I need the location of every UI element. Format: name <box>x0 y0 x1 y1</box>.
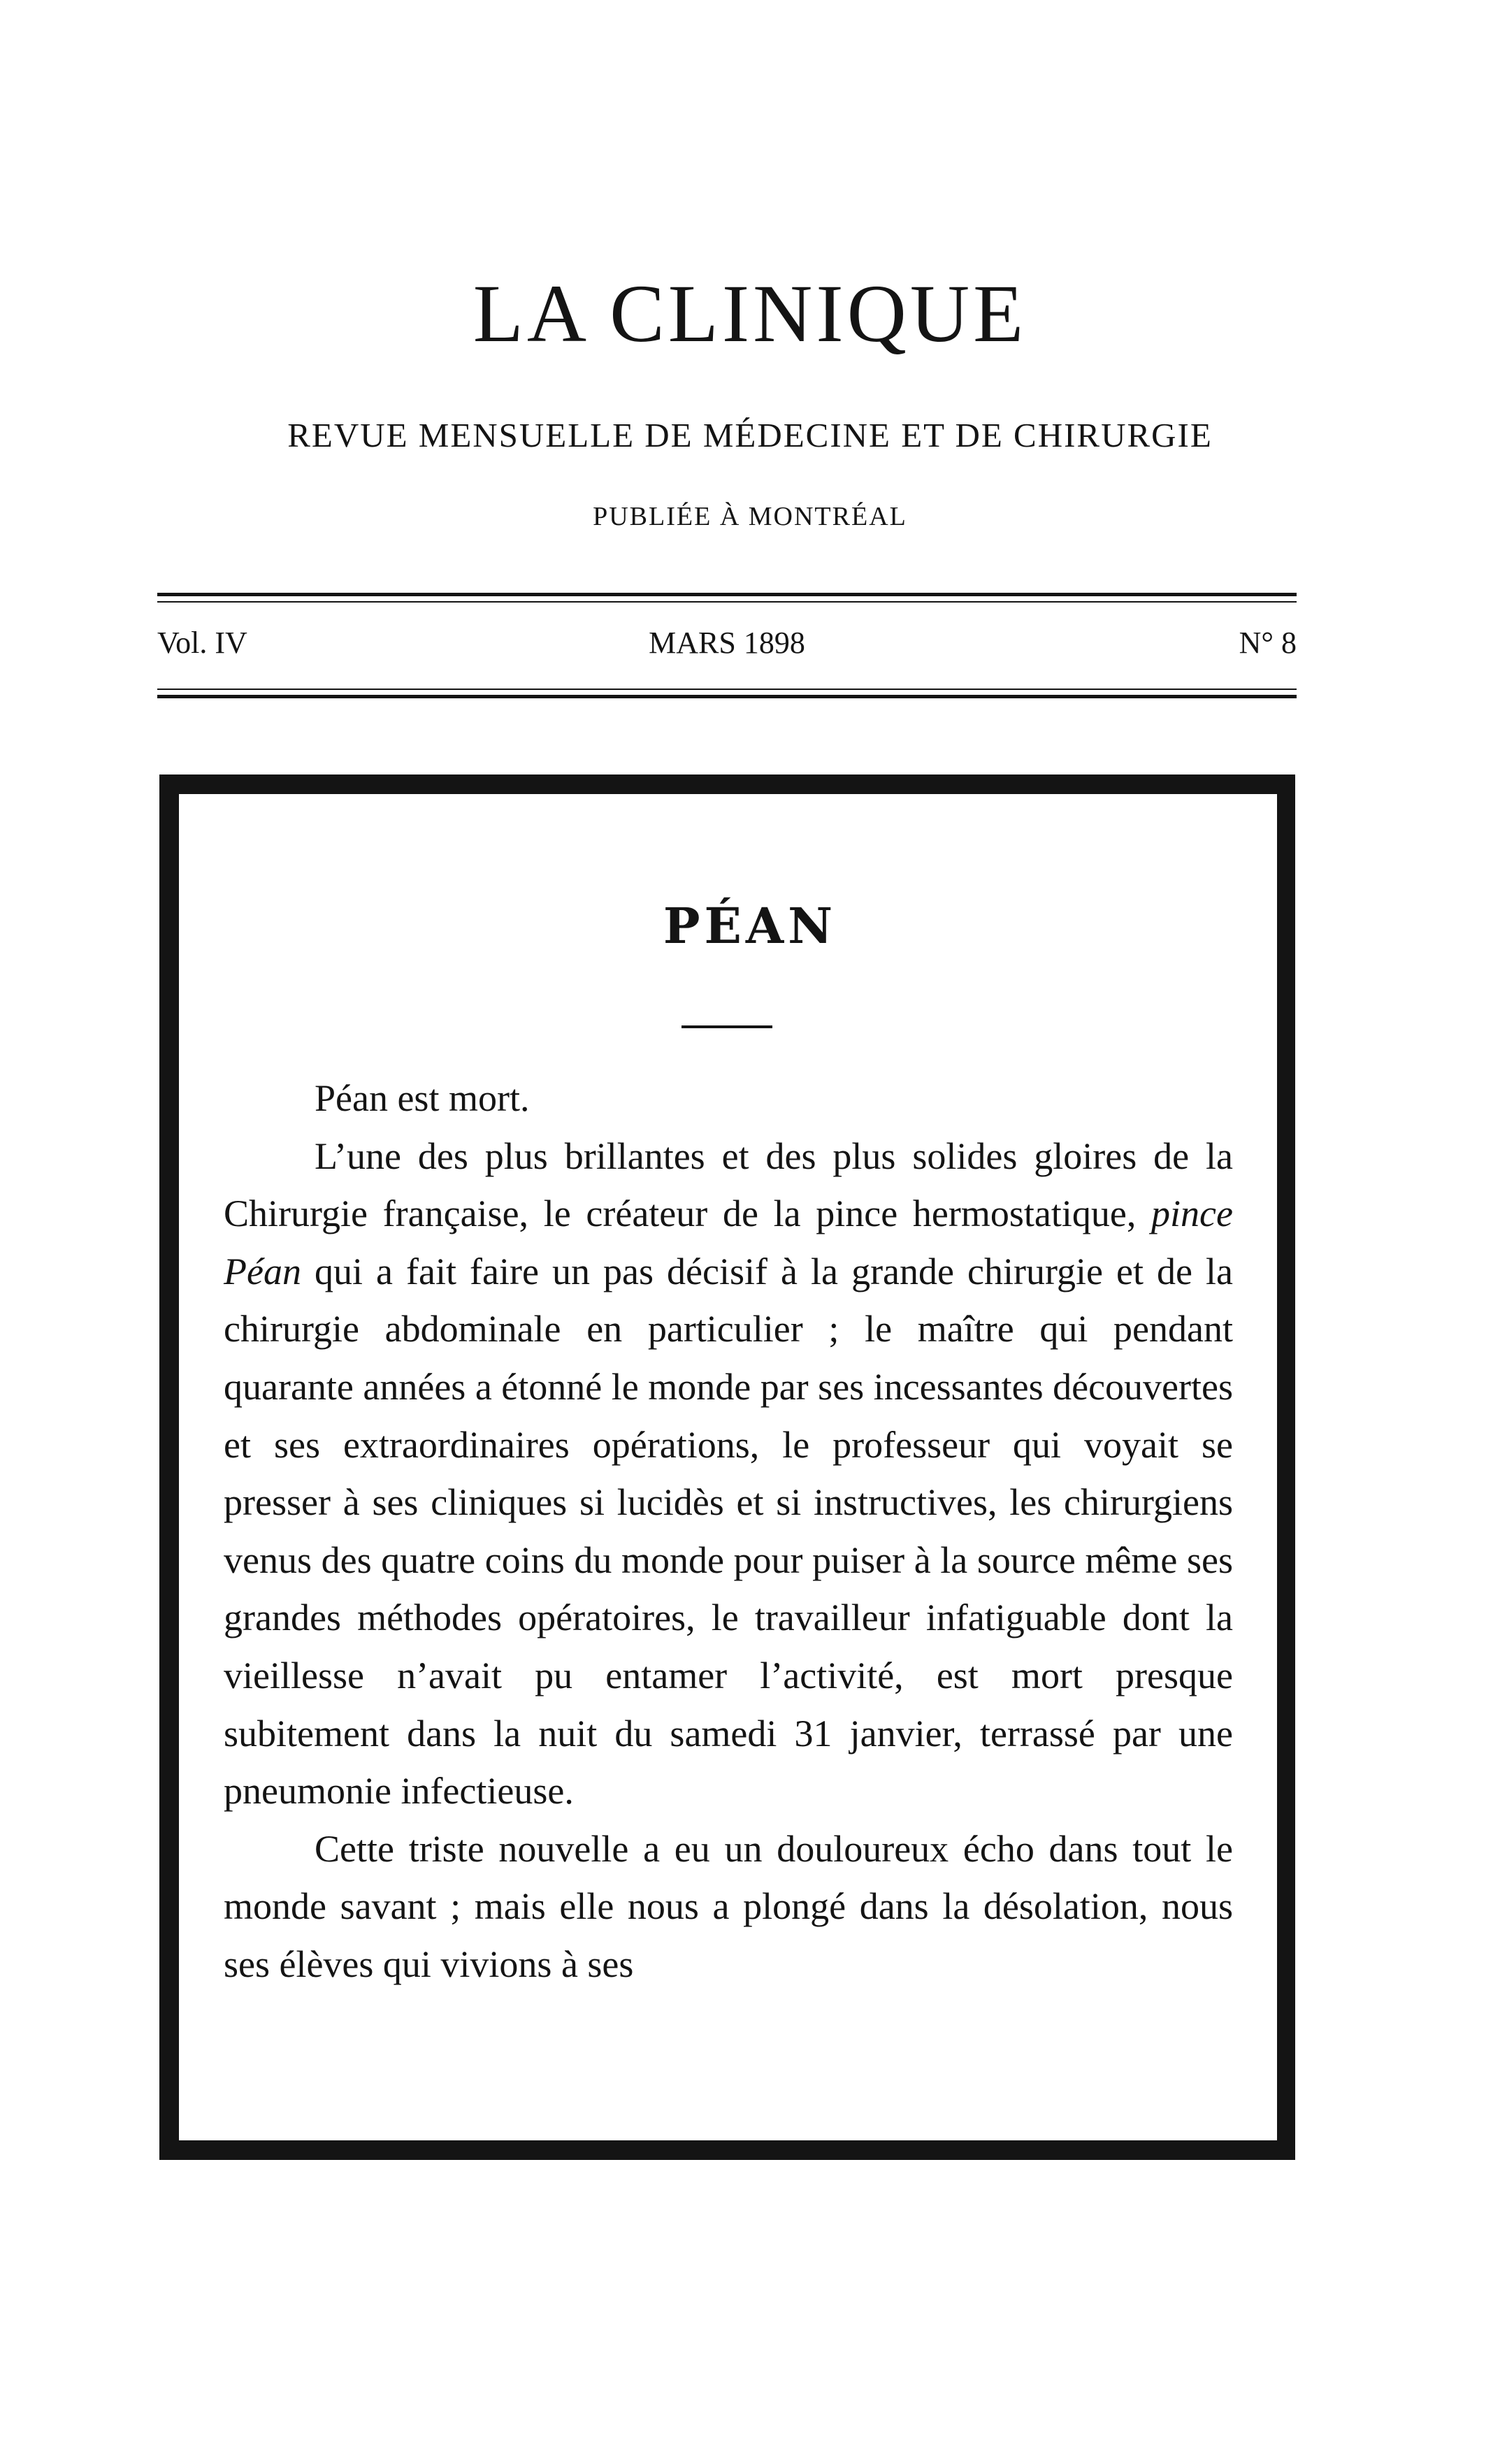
issue-info <box>157 622 1297 664</box>
article-body <box>224 1069 1233 1994</box>
paragraph-2-end: qui a fait faire un pas décisif à la grande chirurgie et de la chirurgie abdominale en particulier ; le maître qui pendant quarante années a étonné le monde par ses incessantes découvertes et ses extraordinaires opérations, le professeur qui voyait se presser à ses cliniques si lucidès et si instructives, les chirurgiens venus des quatre coins du monde pour puiser à la source même ses grandes méthodes opératoires, le travailleur infatiguable dont la vieillesse n’avait pu entamer l’activité, est mort presque subitement dans la nuit du samedi 31 janvier, terrassé par une pneumonie infectieuse. <box>224 1250 1233 1813</box>
bottom-rule-thin <box>157 689 1297 690</box>
journal-title: LA CLINIQUE <box>473 268 1027 359</box>
publication-place: PUBLIÉE À MONTRÉAL <box>593 502 907 531</box>
issue-date: MARS 1898 <box>649 626 805 660</box>
paragraph-3: Cette triste nouvelle a eu un douloureux écho dans tout le monde savant ; mais elle nous a plongé dans la désolation, nous ses élèves qui vivions à ses <box>224 1827 1233 1985</box>
paragraph-2-emphasis: pince Péan <box>224 1193 1233 1292</box>
volume-label: Vol. IV <box>157 626 247 660</box>
paragraph-2-start: L’une des plus brillantes et des plus solides gloires de la Chirurgie française, le créateur de la pince hermostatique, <box>224 1134 1233 1235</box>
top-rule-thick <box>157 593 1297 596</box>
title-divider <box>682 1025 772 1028</box>
article-title: PÉAN <box>663 897 837 955</box>
top-rule-thin <box>157 601 1297 603</box>
paragraph-1: Péan est mort. <box>315 1077 530 1119</box>
issue-number: N° 8 <box>1239 626 1297 660</box>
journal-subtitle: REVUE MENSUELLE DE MÉDECINE ET DE CHIRURGIE <box>287 416 1213 454</box>
paragraph-2 <box>224 1127 1233 1820</box>
bottom-rule-thick <box>157 695 1297 698</box>
